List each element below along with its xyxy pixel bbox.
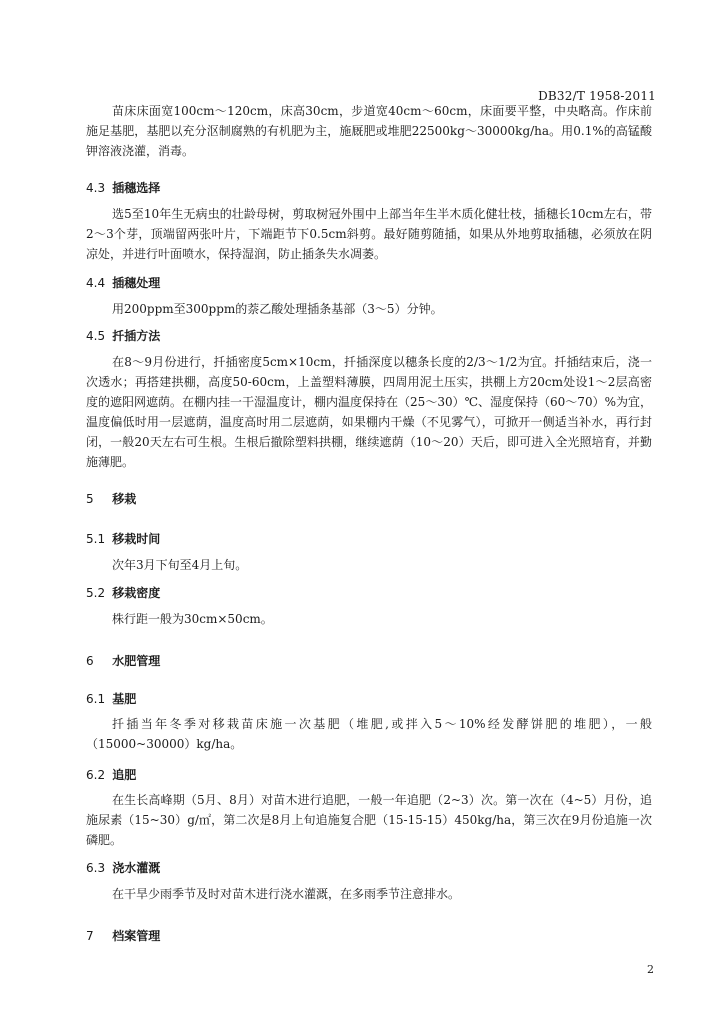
section-4-3-text: 选5至10年生无病虫的壮龄母树，剪取树冠外围中上部当年生半木质化健壮枝，插穗长10cm左右，带2～3个芽，顶端留两张叶片，下端距节下0.5cm斜剪。最好随剪随插，如果从外地剪取插穗，必须放在阴凉处，并进行叶面喷水，保持湿润，防止插条失水凋萎。 — [86, 207, 652, 261]
section-heading-6-3 — [86, 859, 160, 876]
section-title: 基肥 — [112, 692, 137, 706]
section-title: 档案管理 — [112, 929, 161, 943]
section-heading-5 — [86, 490, 136, 507]
section-title: 移栽 — [112, 492, 137, 506]
section-5-2-text: 株行距一般为30cm×50cm。 — [112, 612, 273, 626]
section-number: 4.3 — [86, 181, 106, 195]
intro-paragraph: 苗床床面宽100cm～120cm，床高30cm，步道宽40cm～60cm，床面要平整，中央略高。作床前施足基肥，基肥以充分沤制腐熟的有机肥为主，施厩肥或堆肥22500kg～30000kg/ha。用0.1%的高锰酸钾溶液浇灌，消毒。 — [86, 104, 652, 158]
section-title: 水肥管理 — [112, 654, 161, 668]
section-title: 移栽密度 — [112, 586, 161, 600]
section-5-1-text: 次年3月下旬至4月上旬。 — [112, 558, 248, 572]
page-number: 2 — [647, 963, 654, 976]
section-heading-5-1 — [86, 530, 160, 547]
section-heading-6-2 — [86, 766, 136, 783]
section-title: 浇水灌溉 — [112, 861, 161, 875]
section-number: 5.1 — [86, 532, 106, 546]
section-heading-5-2 — [86, 584, 160, 601]
section-number: 4.4 — [86, 276, 106, 290]
section-6-2-text: 在生长高峰期（5月、8月）对苗木进行追肥，一般一年追肥（2~3）次。第一次在（4~5）月份，追施尿素（15~30）g/㎡，第二次是8月上旬追施复合肥（15-15-15）450kg/ha，第三次在9月份追施一次磷肥。 — [86, 793, 652, 847]
section-title: 插穗处理 — [112, 276, 161, 290]
section-number: 6.2 — [86, 768, 106, 782]
section-title: 扦插方法 — [112, 329, 161, 343]
document-code: DB32/T 1958-2011 — [538, 89, 656, 103]
section-number: 5 — [86, 492, 94, 506]
section-number: 6 — [86, 654, 94, 668]
section-title: 移栽时间 — [112, 532, 161, 546]
section-title: 插穗选择 — [112, 181, 161, 195]
section-heading-4-3 — [86, 179, 160, 196]
section-number: 7 — [86, 929, 94, 943]
section-4-4-text: 用200ppm至300ppm的萘乙酸处理插条基部（3～5）分钟。 — [112, 302, 443, 316]
section-heading-6-1 — [86, 690, 136, 707]
section-heading-4-4 — [86, 274, 160, 291]
section-number: 6.1 — [86, 692, 106, 706]
section-4-5-text: 在8～9月份进行，扦插密度5cm×10cm，扦插深度以穗条长度的2/3～1/2为宜。扦插结束后，浇一次透水；再搭建拱棚，高度50-60cm，上盖塑料薄膜，四周用泥土压实，拱棚上方20cm处设1～2层高密度的遮阳网遮荫。在棚内挂一干湿温度计，棚内温度保持在（25～30）℃、湿度保持（60～70）%为宜，温度偏低时用一层遮荫，温度高时用二层遮荫，如果棚内干燥（不见雾气），可掀开一侧适当补水，再行封闭，一般20天左右可生根。生根后撤除塑料拱棚，继续遮荫（10～20）天后，即可进入全光照培育，并勤施薄肥。 — [86, 355, 652, 469]
section-6-3-text: 在干旱少雨季节及时对苗木进行浇水灌溉，在多雨季节注意排水。 — [112, 887, 461, 901]
section-heading-6 — [86, 652, 160, 669]
section-number: 5.2 — [86, 586, 106, 600]
section-heading-4-5 — [86, 327, 160, 344]
section-title: 追肥 — [112, 768, 137, 782]
section-number: 4.5 — [86, 329, 106, 343]
section-heading-7 — [86, 927, 160, 944]
section-number: 6.3 — [86, 861, 106, 875]
section-6-1-text: 扦插当年冬季对移栽苗床施一次基肥（堆肥,或拌入5～10%经发酵饼肥的堆肥），一般（15000~30000）kg/ha。 — [86, 717, 652, 751]
